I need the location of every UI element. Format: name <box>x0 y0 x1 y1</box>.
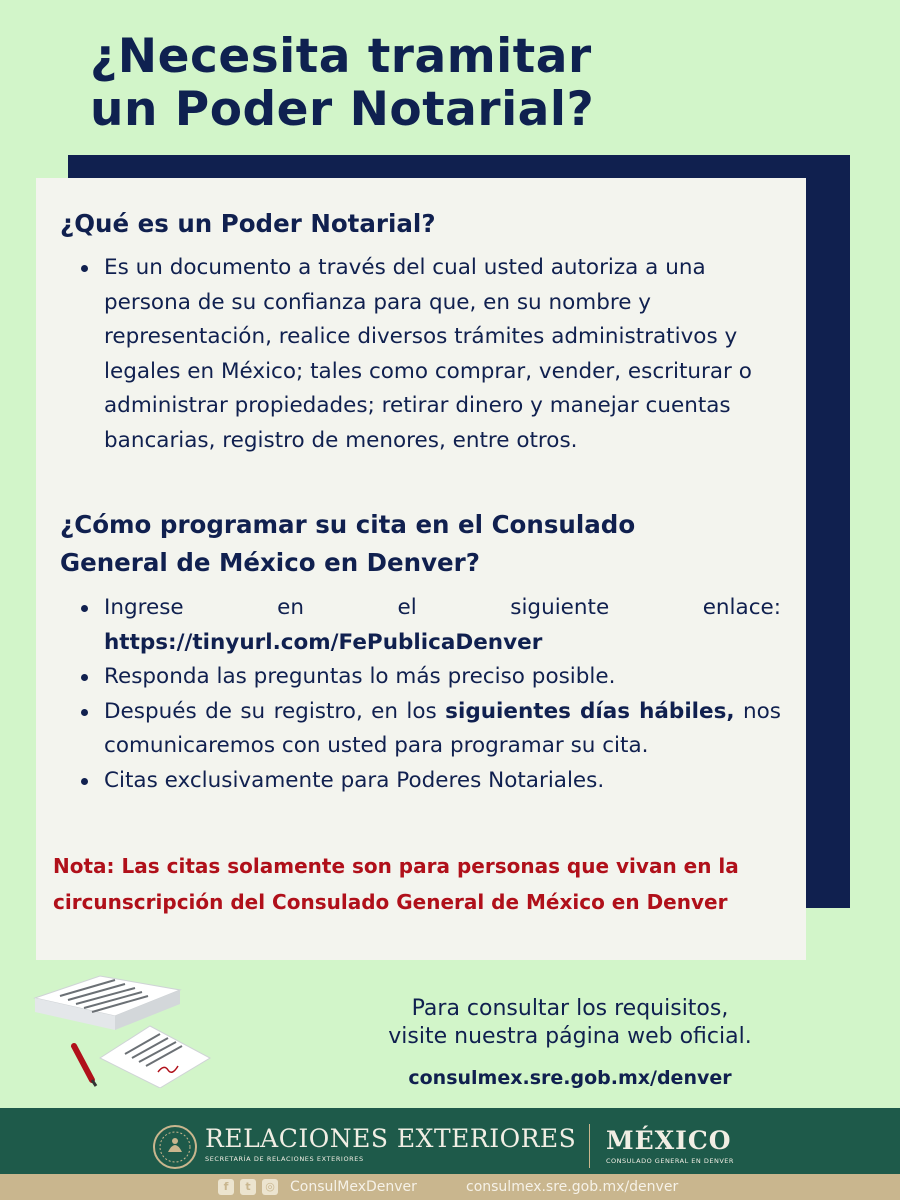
ministry-subtitle: SECRETARÍA DE RELACIONES EXTERIORES <box>205 1155 364 1163</box>
footer-note <box>335 995 805 1051</box>
facebook-icon[interactable]: f <box>218 1179 234 1195</box>
section-heading-what-is: ¿Qué es un Poder Notarial? <box>60 209 436 238</box>
footer-website[interactable]: consulmex.sre.gob.mx/denver <box>466 1179 679 1195</box>
definition-list <box>76 251 791 458</box>
section-heading-how-to-schedule <box>60 506 635 582</box>
consulate-logo <box>606 1126 734 1165</box>
steps-list <box>76 591 781 798</box>
step-item-link <box>76 591 781 660</box>
step-contact-bold: siguientes días hábiles, <box>445 698 735 724</box>
twitter-icon[interactable]: t <box>240 1179 256 1195</box>
document-stack-icon <box>30 968 220 1088</box>
website-link[interactable]: consulmex.sre.gob.mx/denver <box>408 1067 732 1089</box>
heading-line-2: General de México en Denver? <box>60 548 480 577</box>
consulate-subtitle: CONSULADO GENERAL EN DENVER <box>606 1157 734 1165</box>
title-line-1: ¿Necesita tramitar <box>90 29 592 84</box>
step-contact-post: nos comunicaremos con usted para programar su cita. <box>104 698 781 758</box>
step-link-text: Ingrese en el siguiente enlace: <box>104 595 781 620</box>
social-links <box>218 1178 417 1196</box>
step-contact-pre: Después de su registro, en los <box>104 698 437 724</box>
ministry-name: RELACIONES EXTERIORES <box>205 1124 577 1153</box>
note-text: Nota: Las citas solamente son para personas que vivan en la circunscripción del Consulado General de México en Denver <box>53 854 739 914</box>
page-title <box>90 30 850 136</box>
instagram-icon[interactable]: ◎ <box>262 1179 278 1195</box>
ministry-logo <box>205 1124 576 1163</box>
footer-line-1: Para consultar los requisitos, <box>411 996 729 1021</box>
step-item-contact <box>76 695 781 764</box>
social-handle[interactable]: ConsulMexDenver <box>290 1179 417 1195</box>
definition-item: Es un documento a través del cual usted autoriza a una persona de su confianza para que, en su nombre y representación, realice diversos trámites administrativos y legales en México; tales como comprar, vender, escriturar o administrar propiedades; retirar dinero y manejar cuentas bancarias, registro de menores, entre otros. <box>76 251 791 458</box>
heading-line-1: ¿Cómo programar su cita en el Consulado <box>60 510 636 539</box>
seal-icon <box>152 1124 198 1170</box>
brand-divider <box>589 1124 590 1168</box>
appointment-link[interactable]: https://tinyurl.com/FePublicaDenver <box>104 629 543 655</box>
footer-line-2: visite nuestra página web oficial. <box>388 1024 752 1049</box>
title-line-2: un Poder Notarial? <box>90 82 595 137</box>
social-bar <box>0 1174 900 1200</box>
step-item-answer: Responda las preguntas lo más preciso posible. <box>76 660 781 695</box>
step-item-exclusive: Citas exclusivamente para Poderes Notariales. <box>76 764 781 799</box>
country-name: MÉXICO <box>606 1126 732 1155</box>
